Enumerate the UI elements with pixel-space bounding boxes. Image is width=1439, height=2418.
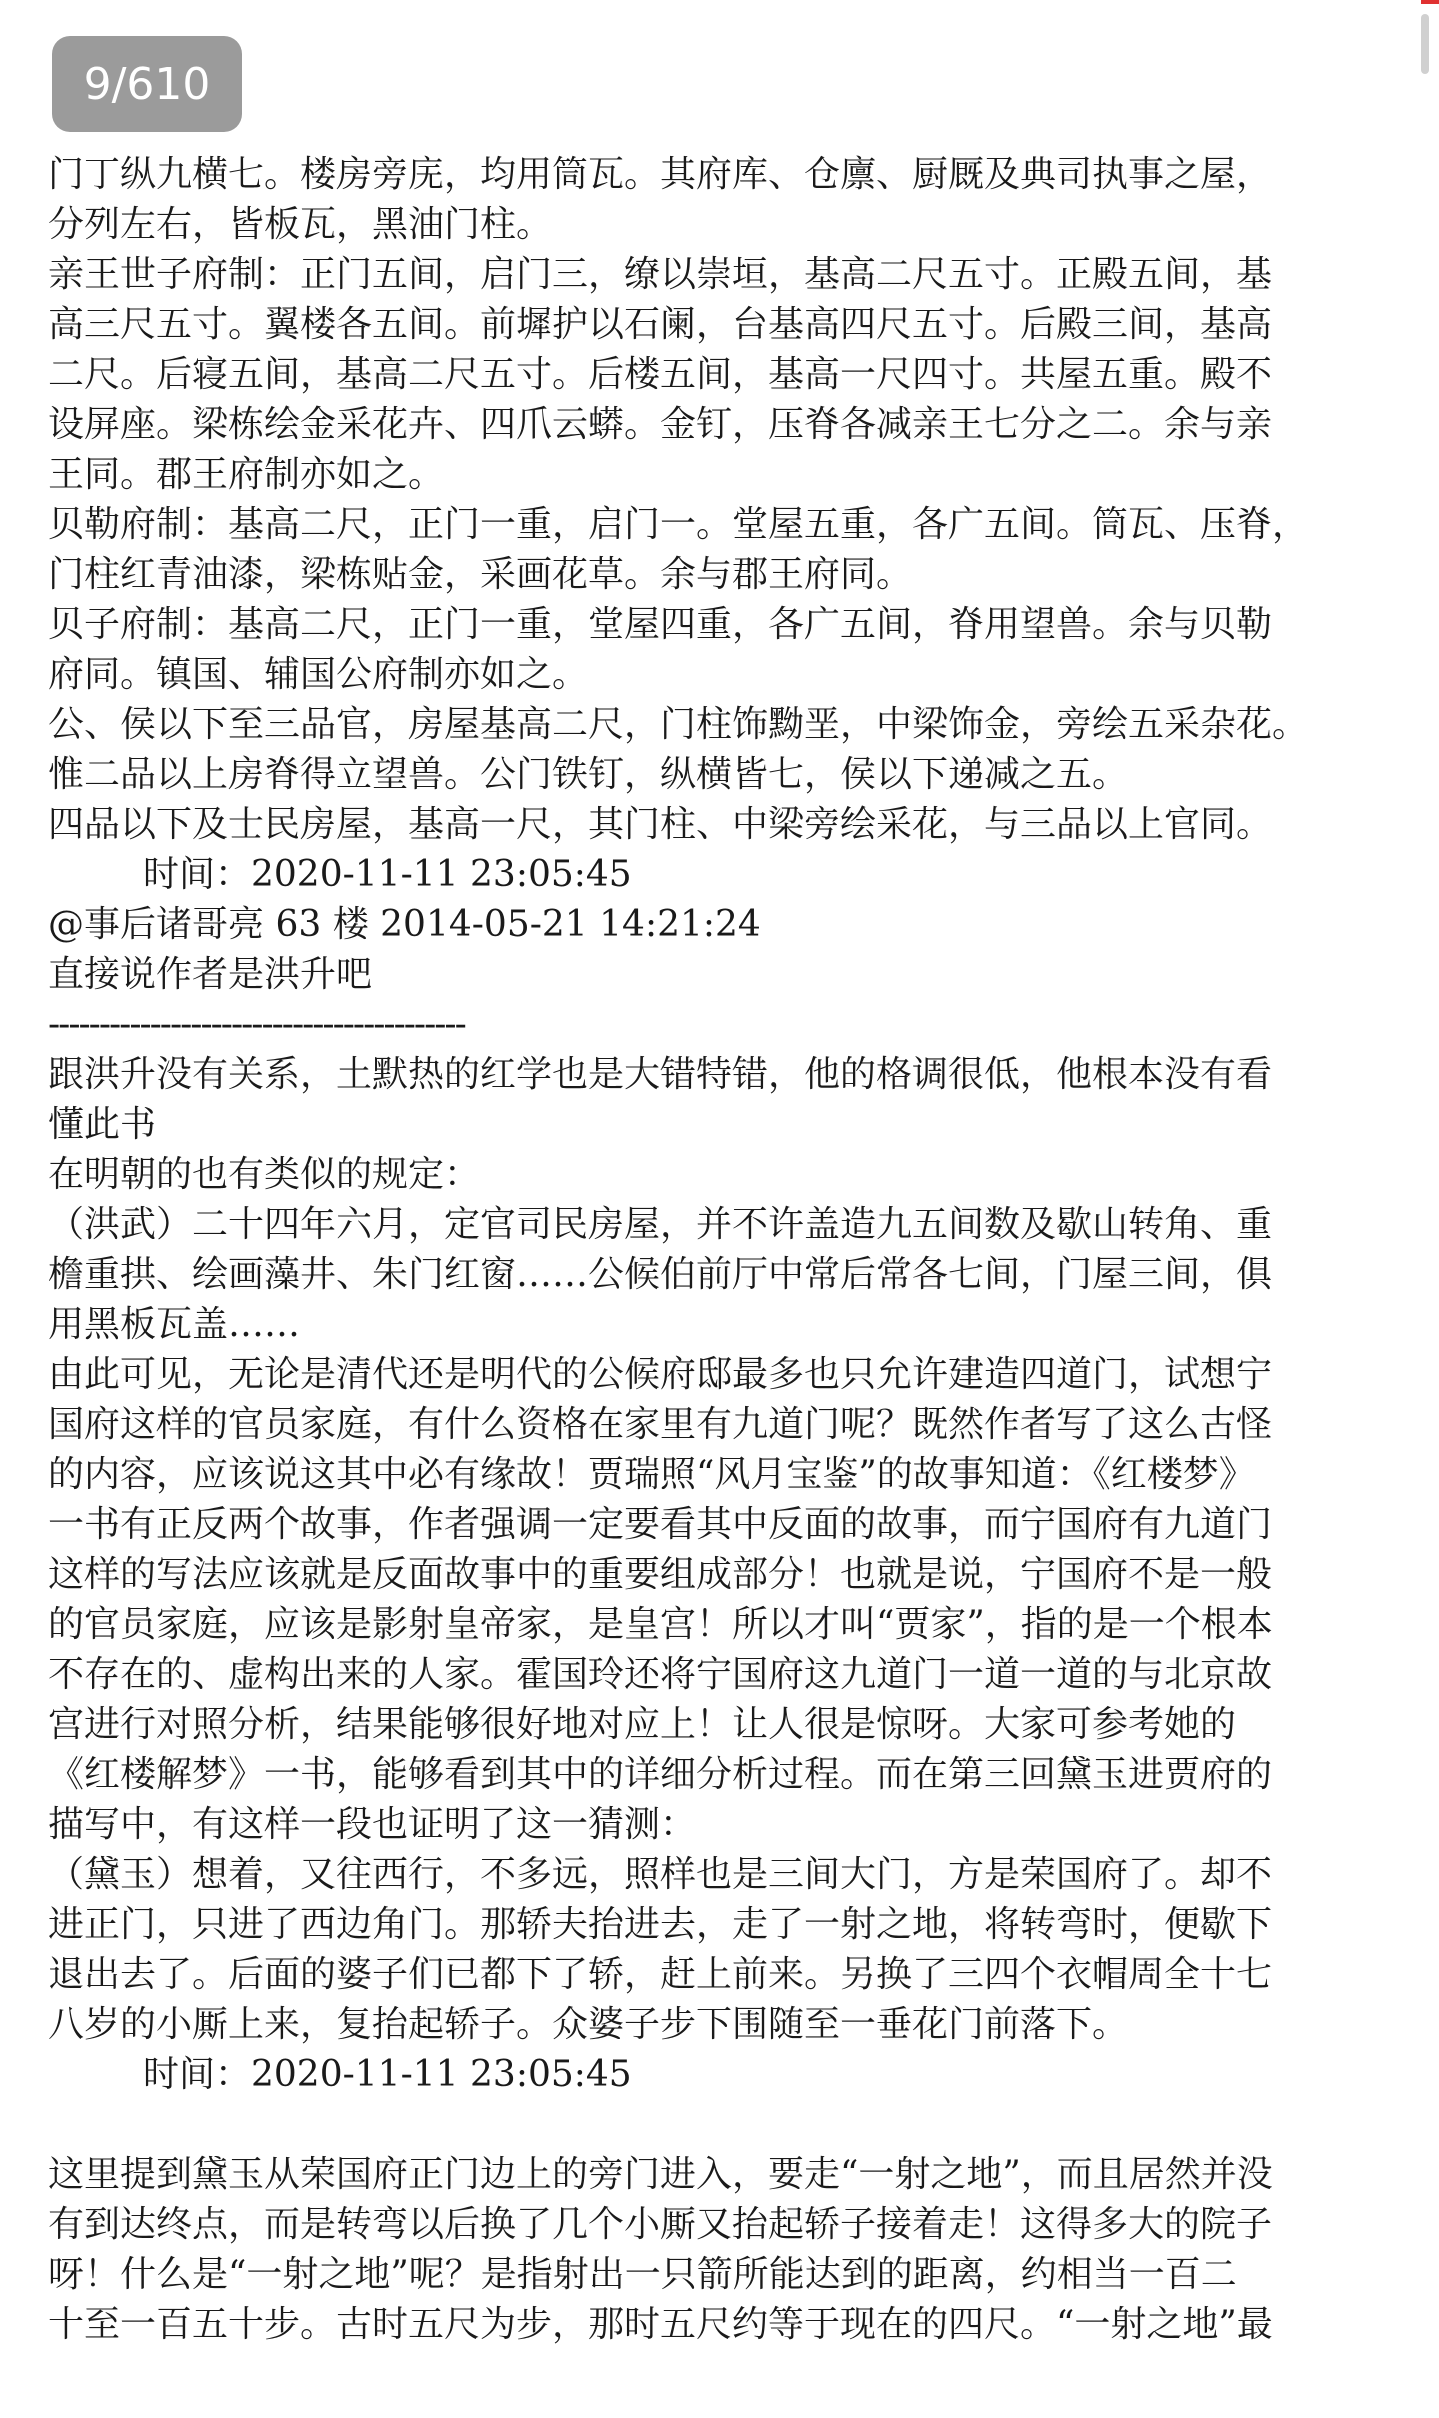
text-line: 设屏座。梁栋绘金采花卉、四爪云蟒。金钉，压脊各减亲王七分之二。余与亲 <box>48 404 1273 445</box>
text-line: 这样的写法应该就是反面故事中的重要组成部分！也就是说，宁国府不是一般 <box>48 1554 1273 1595</box>
quote-header: @事后诸哥亮 63 楼 2014-05-21 14:21:24 <box>48 904 761 945</box>
quote-text: 直接说作者是洪升吧 <box>48 954 373 995</box>
text-line: 公、侯以下至三品官，房屋基高二尺，门柱饰黝垩，中梁饰金，旁绘五采杂花。 <box>48 704 1309 745</box>
text-line: 王同。郡王府制亦如之。 <box>48 454 445 495</box>
text-line: 四品以下及士民房屋，基高一尺，其门柱、中梁旁绘采花，与三品以上官同。 <box>48 804 1273 845</box>
timestamp: 时间：2020-11-11 23:05:45 <box>143 2054 632 2095</box>
text-line: 国府这样的官员家庭，有什么资格在家里有九道门呢？既然作者写了这么古怪 <box>48 1404 1273 1445</box>
separator: ----------------------------------------- <box>48 1004 465 1045</box>
timestamp: 时间：2020-11-11 23:05:45 <box>143 854 632 895</box>
text-line: 退出去了。后面的婆子们已都下了轿，赶上前来。另换了三四个衣帽周全十七 <box>48 1954 1273 1995</box>
text-line: 亲王世子府制：正门五间，启门三，缭以崇垣，基高二尺五寸。正殿五间，基 <box>48 254 1273 295</box>
text-line: 檐重拱、绘画藻井、朱门红窗……公候伯前厅中常后常各七间，门屋三间，俱 <box>48 1254 1273 1295</box>
text-line: 的官员家庭，应该是影射皇帝家，是皇宫！所以才叫“贾家”，指的是一个根本 <box>48 1604 1273 1645</box>
text-line: 分列左右，皆板瓦，黑油门柱。 <box>48 204 553 245</box>
text-line: 门柱红青油漆，梁栋贴金，采画花草。余与郡王府同。 <box>48 554 913 595</box>
text-line: 贝子府制：基高二尺，正门一重，堂屋四重，各广五间，脊用望兽。余与贝勒 <box>48 604 1273 645</box>
text-line: 的内容，应该说这其中必有缘故！贾瑞照“风月宝鉴”的故事知道：《红楼梦》 <box>48 1454 1255 1495</box>
text-line: 由此可见，无论是清代还是明代的公候府邸最多也只允许建造四道门，试想宁 <box>48 1354 1273 1395</box>
text-line: 跟洪升没有关系，土默热的红学也是大错特错，他的格调很低，他根本没有看 <box>48 1054 1273 1095</box>
text-line: 用黑板瓦盖…… <box>48 1304 301 1345</box>
text-line: （黛玉）想着，又往西行，不多远，照样也是三间大门，方是荣国府了。却不 <box>48 1854 1273 1895</box>
text-line: 进正门，只进了西边角门。那轿夫抬进去，走了一射之地，将转弯时，便歇下 <box>48 1904 1273 1945</box>
scrollbar-thumb[interactable] <box>1421 14 1429 74</box>
text-line: 贝勒府制：基高二尺，正门一重，启门一。堂屋五重，各广五间。筒瓦、压脊， <box>48 504 1309 545</box>
text-line: 这里提到黛玉从荣国府正门边上的旁门进入，要走“一射之地”，而且居然并没 <box>48 2154 1273 2195</box>
text-line: 懂此书 <box>48 1104 157 1145</box>
text-line: 一书有正反两个故事，作者强调一定要看其中反面的故事，而宁国府有九道门 <box>48 1504 1273 1545</box>
text-line: 二尺。后寝五间，基高二尺五寸。后楼五间，基高一尺四寸。共屋五重。殿不 <box>48 354 1273 395</box>
article-body <box>48 150 1388 2350</box>
text-line: 描写中，有这样一段也证明了这一猜测： <box>48 1804 697 1845</box>
text-line: 有到达终点，而是转弯以后换了几个小厮又抬起轿子接着走！这得多大的院子 <box>48 2204 1273 2245</box>
text-line: 十至一百五十步。古时五尺为步，那时五尺约等于现在的四尺。“一射之地”最 <box>48 2304 1273 2345</box>
text-line: （洪武）二十四年六月，定官司民房屋，并不许盖造九五间数及歇山转角、重 <box>48 1204 1273 1245</box>
text-line: 《红楼解梦》一书，能够看到其中的详细分析过程。而在第三回黛玉进贾府的 <box>48 1754 1273 1795</box>
text-line: 不存在的、虚构出来的人家。霍国玲还将宁国府这九道门一道一道的与北京故 <box>48 1654 1273 1695</box>
text-line: 惟二品以上房脊得立望兽。公门铁钉，纵横皆七，侯以下递减之五。 <box>48 754 1129 795</box>
page-indicator: 9/610 <box>52 36 242 132</box>
text-line: 府同。镇国、辅国公府制亦如之。 <box>48 654 589 695</box>
text-line: 八岁的小厮上来，复抬起轿子。众婆子步下围随至一垂花门前落下。 <box>48 2004 1129 2045</box>
paragraph-gap <box>48 2100 1388 2150</box>
top-accent-bar <box>1421 0 1439 4</box>
text-line: 在明朝的也有类似的规定： <box>48 1154 481 1195</box>
text-line: 门丁纵九横七。楼房旁庑，均用筒瓦。其府库、仓廪、厨厩及典司执事之屋， <box>48 154 1273 195</box>
text-line: 高三尺五寸。翼楼各五间。前墀护以石阑，台基高四尺五寸。后殿三间，基高 <box>48 304 1273 345</box>
text-line: 呀！什么是“一射之地”呢？是指射出一只箭所能达到的距离，约相当一百二 <box>48 2254 1237 2295</box>
text-line: 宫进行对照分析，结果能够很好地对应上！让人很是惊呀。大家可参考她的 <box>48 1704 1237 1745</box>
